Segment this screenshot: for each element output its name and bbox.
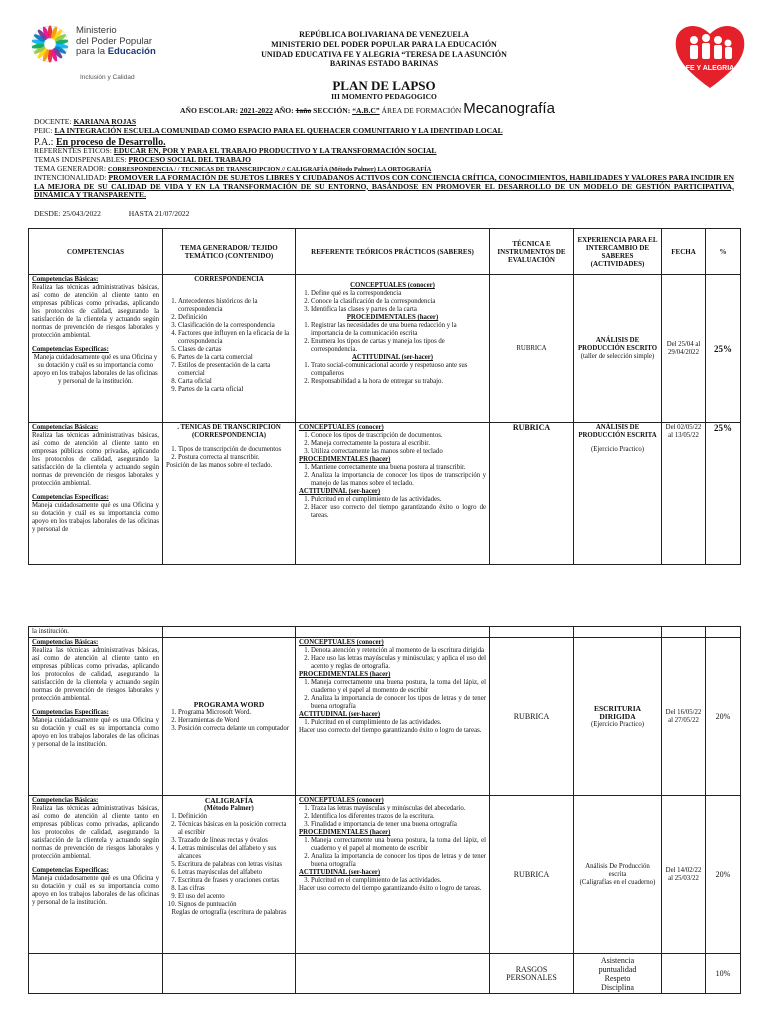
list-item: 1. Tipos de transcripción de documentos bbox=[178, 446, 292, 454]
list-item: 9. Partes de la carta oficial bbox=[178, 386, 292, 394]
table-row bbox=[29, 638, 741, 796]
col-tecnica: TÉCNICA E INSTRUMENTOS DE EVALUACIÓN bbox=[490, 229, 574, 275]
list-item: 3. Identifica las clases y partes de la carta bbox=[311, 306, 486, 314]
desde-value: DESDE: 25/043/2022 bbox=[34, 209, 101, 218]
experiencia-sub: (Ejercicio Practico) bbox=[590, 720, 645, 728]
list-item: 1. Pulcritud en el cumplimiento de las actividades. bbox=[311, 496, 486, 504]
header-school: UNIDAD EDUCATIVA FE Y ALEGRIA “TERESA DE LA ASUNCIÓN bbox=[261, 50, 507, 59]
col-fecha: FECHA bbox=[662, 229, 706, 275]
list-item: 2. Hacer uso correcto del tiempo garantizando éxito o logro de tareas. bbox=[311, 504, 486, 520]
fecha-cell: Del 25/04 al 29/04/2022 bbox=[662, 275, 706, 423]
porcentaje-cell: 10% bbox=[706, 954, 741, 994]
list-item: 3. Pulcritud en el cumplimiento de las actividades. bbox=[311, 877, 486, 885]
fecha-cell: Del 16/05/22 al 27/05/22 bbox=[662, 638, 706, 796]
tema-list bbox=[166, 298, 292, 394]
experiencia-title: Análisis De Producción escrita bbox=[585, 862, 650, 878]
list-item: Disciplina bbox=[601, 982, 634, 992]
list-item: 2. Conoce la clasificación de la correspondencia bbox=[311, 298, 486, 306]
list-item: Respeto bbox=[604, 973, 631, 983]
logo-right-text: FE Y ALEGRIA bbox=[685, 65, 735, 72]
peic-value: LA INTEGRACIÓN ESCUELA COMUNIDAD COMO ESPACIO PARA EL QUEHACER COMUNITARIO Y LA IDENTIDAD LOCAL bbox=[54, 126, 503, 135]
list-item: 6. Letras mayúsculas del alfabeto bbox=[178, 869, 292, 877]
ano-label: AÑO: bbox=[274, 106, 294, 115]
list-item: 2. Analiza la importancia de conocer los tipos de letras y de tener buena ortografía bbox=[311, 695, 486, 711]
hasta-value: HASTA 21/07/2022 bbox=[128, 209, 190, 218]
docente-label: DOCENTE: bbox=[34, 117, 72, 126]
fe-y-alegria-logo bbox=[672, 18, 748, 94]
list-item: 2. Analiza la importancia de conocer los tipos de letras y de tener buena ortografía bbox=[311, 853, 486, 869]
spec-title: Competencias Especificas: bbox=[32, 867, 109, 874]
competencias-cell bbox=[29, 423, 163, 565]
list-item: 1. Denota atención y retención al momento de la escritura dirigida bbox=[311, 647, 486, 655]
actitudinal-list bbox=[299, 362, 486, 386]
tema-extra: Reglas de ortografía (escritura de palabras bbox=[171, 909, 287, 916]
ministry-logo bbox=[28, 20, 158, 90]
header-ministry: MINISTERIO DEL PODER POPULAR PARA LA EDUCACIÓN bbox=[271, 40, 497, 49]
logo-tagline: Inclusión y Calidad bbox=[80, 74, 135, 81]
list-item: 2. Técnicas básicas en la posición correcta al escribir bbox=[178, 821, 292, 837]
peic-line bbox=[34, 127, 503, 136]
list-item: 5. Escritura de palabras con letras visitas bbox=[178, 861, 292, 869]
tema-title: CALIGRAFÍA bbox=[204, 796, 254, 805]
temas-value: PROCESO SOCIAL DEL TRABAJO bbox=[128, 155, 251, 164]
list-item: 2. Herramientas de Word bbox=[178, 717, 292, 725]
plan-table-1 bbox=[28, 228, 741, 565]
conceptuales-list bbox=[299, 290, 486, 314]
list-item: 2. Hace uso las letras mayúsculas y minúsculas; y aplica el uso del acento y reglas de ortografía. bbox=[311, 655, 486, 671]
procedimentales-title: PROCEDIMENTALES (hacer) bbox=[346, 314, 439, 321]
actitudinal-extra: Hacer uso correcto del tiempo garantizando éxito o logro de tareas. bbox=[299, 885, 482, 892]
list-item: 1. Programa Microsoft Word. bbox=[178, 709, 292, 717]
list-item: 7. Estilos de presentación de la carta comercial bbox=[178, 362, 292, 378]
procedimentales-title: PROCEDIMENTALES (hacer) bbox=[299, 671, 391, 678]
intencionalidad-label: INTENCIONALIDAD: bbox=[34, 173, 107, 182]
tecnica-cell: RUBRICA bbox=[490, 796, 574, 954]
intencionalidad bbox=[34, 174, 734, 200]
tema-cell bbox=[163, 275, 296, 423]
list-item: 1. Conoce los tipos de trascripción de documentos. bbox=[311, 432, 486, 440]
table-row bbox=[29, 954, 741, 994]
docente-value: KARIANA ROJAS bbox=[73, 117, 137, 126]
list-item: 2. Responsabilidad a la hora de entregar su trabajo. bbox=[311, 378, 486, 386]
conceptuales-list bbox=[299, 432, 486, 456]
conceptuales-title: CONCEPTUALES (conocer) bbox=[299, 639, 384, 646]
ministry-logo-icon bbox=[28, 22, 72, 66]
list-item: 2. Postura correcta al transcribir. bbox=[178, 454, 292, 462]
spec-title: Competencias Especificas: bbox=[32, 494, 109, 501]
list-item: 2. Identifica los diferentes trazos de la escritura. bbox=[311, 813, 486, 821]
experiencia-title: ANÁLISIS DE PRODUCCIÓN ESCRITA bbox=[578, 424, 657, 439]
generador-value: CORRESPONDENCIA / / TECNICAS DE TRANSCRIPCION // CALIGRAFÍA (Método Palmer) LA ORTOGRAFÍA bbox=[107, 166, 432, 173]
porcentaje-cell: 20% bbox=[706, 796, 741, 954]
competencias-cell bbox=[29, 638, 163, 796]
tema-cell bbox=[163, 796, 296, 954]
rasgos-list bbox=[577, 956, 658, 992]
experiencia-sub: (Caligrafías en el cuaderno) bbox=[579, 878, 656, 886]
list-item: 5. Clases de cartas bbox=[178, 346, 292, 354]
year-value: 2021-2022 bbox=[239, 106, 273, 115]
experiencia-cell bbox=[574, 275, 662, 423]
basic-text: Realiza las técnicas administrativas básicas, así como de atención al cliente tanto en empresas públicas como privadas, aplicando los protocolos de calidad, asegurando la satisfacción de la clientela y actuando según normas de prevención de riesgos laborales y protección ambiental. bbox=[32, 647, 159, 702]
list-item: 1. Maneja correctamente una buena postura, la toma del lápiz, el cuaderno y el papel al momento de escribir bbox=[311, 837, 486, 853]
heart-logo-icon bbox=[672, 18, 748, 94]
list-item: 2. Maneja correctamente la postura al escribir. bbox=[311, 440, 486, 448]
spec-title: Competencias Especificas: bbox=[32, 709, 109, 716]
actitudinal-extra: Hacer uso correcto del tiempo garantizando éxito o logro de tareas. bbox=[299, 727, 482, 734]
saberes-cell bbox=[296, 638, 490, 796]
actitudinal-list bbox=[299, 496, 486, 520]
temas-label: TEMAS INDISPENSABLES: bbox=[34, 155, 127, 164]
fecha-cell: Del 02/05/22 al 13/05/22 bbox=[662, 423, 706, 565]
section-label: SECCIÓN: bbox=[313, 106, 351, 115]
spec-text: Maneja cuidadosamente qué es una Oficina y su dotación y cuál es su importancia como apoyo en los trabajos laborales de las oficinas y personal de la institución. bbox=[33, 354, 158, 385]
actitudinal-title: ACTITUDINAL (ser-hacer) bbox=[299, 869, 381, 876]
list-item: 7. Escritura de frases y oraciones cortas bbox=[178, 877, 292, 885]
tema-title: CORRESPONDENCIA bbox=[194, 276, 264, 283]
conceptuales-title: CONCEPTUALES (conocer) bbox=[350, 282, 435, 289]
list-item: 3. Trazado de líneas rectas y óvalos bbox=[178, 837, 292, 845]
basic-title: Competencias Básicas: bbox=[32, 276, 99, 283]
header-city: BARINAS ESTADO BARINAS bbox=[329, 59, 439, 68]
procedimentales-list bbox=[299, 464, 486, 488]
list-item: Asistencia bbox=[600, 955, 635, 965]
list-item: 1. Maneja correctamente una buena postura, la toma del lápiz, el cuaderno y el papel al momento de escribir bbox=[311, 679, 486, 695]
tema-title: . TENICAS DE TRANSCRIPCION (CORRESPONDENCIA) bbox=[177, 424, 281, 439]
basic-text: Realiza las técnicas administrativas básicas, así como de atención al cliente tanto en empresas públicas como privadas, aplicando los protocolos de calidad, asegurando la satisfacción de la clientela y actuando según normas de prevención de riesgos laborales y protección ambiental. bbox=[32, 805, 159, 860]
tema-list bbox=[166, 813, 292, 909]
actitudinal-title: ACTITUDINAL (ser-hacer) bbox=[351, 354, 434, 361]
header-republic: REPÚBLICA BOLIVARIANA DE VENEZUELA bbox=[299, 30, 469, 39]
list-item: 1. Definición bbox=[178, 813, 292, 821]
year-label: AÑO ESCOLAR: bbox=[180, 106, 239, 115]
basic-text: Realiza las técnicas administrativas básicas, así como de atención al cliente tanto en empresas públicas como privadas, aplicando los protocolos de calidad, asegurando la satisfacción de la clientela y actuando según normas de prevención de riesgos laborales y protección ambiental. bbox=[32, 432, 159, 487]
porcentaje-cell: 20% bbox=[706, 638, 741, 796]
competencias-cell bbox=[29, 796, 163, 954]
experiencia-cell bbox=[574, 796, 662, 954]
table-header-row bbox=[29, 229, 741, 275]
intencionalidad-value: PROMOVER LA FORMACIÓN DE SUJETOS LIBRES Y CIUDADANOS ACTIVOS CON CONCIENCIA CRÍTICA, CONOCIMIENTOS, HABILIDADES Y VALORES PARA INCIDIR EN LA MEJORA DE SU CALIDAD DE VIDA Y EN LA TRANSFORMACIÓN DE SU ENTORNO, BASÁNDOSE EN PROMOVER EL DESARROLLO DE UN MODELO DE GESTIÓN PARTICIPATIVA, DINÁMICA Y TRANSPARENTE. bbox=[34, 173, 734, 200]
tema-cell bbox=[163, 638, 296, 796]
list-item: 8. Las cifras bbox=[178, 885, 292, 893]
table-row bbox=[29, 796, 741, 954]
list-item: 3. Utiliza correctamente las manos sobre el teclado bbox=[311, 448, 486, 456]
experiencia-cell bbox=[574, 638, 662, 796]
area-label: ÁREA DE FORMACIÓN bbox=[381, 106, 462, 115]
tema-title: PROGRAMA WORD bbox=[193, 699, 265, 709]
pa-label: P.A.: bbox=[34, 137, 54, 148]
list-item: puntualidad bbox=[598, 964, 637, 974]
list-item: 3. Posición correcta delante un computador bbox=[178, 725, 292, 733]
col-competencias: COMPETENCIAS bbox=[29, 229, 163, 275]
list-item: 3. Finalidad e importancia de tener una buena ortografía bbox=[311, 821, 486, 829]
spec-text: Maneja cuidadosamente qué es una Oficina y su dotación y cuál es su importancia como apoyo en los trabajos laborales de las oficinas y personal de la institución. bbox=[32, 875, 159, 906]
list-item: 10. Signos de puntuación bbox=[178, 901, 292, 909]
competencias-cell bbox=[29, 275, 163, 423]
experiencia-sub: (Ejercicio Practico) bbox=[590, 446, 645, 453]
rasgos-cell: RASGOS PERSONALES bbox=[490, 954, 574, 994]
list-item: 1. Pulcritud en el cumplimiento de las actividades. bbox=[311, 719, 486, 727]
tecnica-cell: RUBRICA bbox=[490, 275, 574, 423]
list-item: 1. Antecedentes históricos de la correspondencia bbox=[178, 298, 292, 314]
list-item: 9. El uso del acento bbox=[178, 893, 292, 901]
porcentaje-cell: 25% bbox=[706, 423, 741, 565]
conceptuales-title: CONCEPTUALES (conocer) bbox=[299, 797, 384, 804]
tema-extra: Posición de las manos sobre el teclado. bbox=[166, 462, 273, 469]
tecnica-cell: RUBRICA bbox=[490, 423, 574, 565]
list-item: 1. Traza las letras mayúsculas y minúsculas del abecedario. bbox=[311, 805, 486, 813]
tema-list bbox=[166, 446, 292, 462]
referentes-value: EDUCAR EN, POR Y PARA EL TRABAJO PRODUCTIVO Y LA TRANSFORMACIÓN SOCIAL bbox=[113, 146, 437, 155]
spec-title: Competencias Especificas: bbox=[32, 346, 109, 353]
procedimentales-list bbox=[299, 837, 486, 869]
col-referentes: REFERENTE TEÓRICOS PRÁCTICOS (SABERES) bbox=[296, 229, 490, 275]
logo-line-1: Ministerio bbox=[76, 25, 117, 36]
peic-label: PEIC: bbox=[34, 126, 53, 135]
actitudinal-list bbox=[299, 719, 486, 727]
basic-title: Competencias Básicas: bbox=[32, 797, 99, 804]
procedimentales-title: PROCEDIMENTALES (hacer) bbox=[299, 829, 391, 836]
conceptuales-title: CONCEPTUALES (conocer) bbox=[299, 424, 384, 431]
list-item: 6. Partes de la carta comercial bbox=[178, 354, 292, 362]
table-row bbox=[29, 275, 741, 423]
basic-title: Competencias Básicas: bbox=[32, 639, 99, 646]
table-row bbox=[29, 627, 741, 638]
page-title: PLAN DE LAPSO bbox=[332, 78, 436, 93]
school-year-line bbox=[180, 100, 555, 117]
list-item: 4. Factores que influyen en la eficacia de la correspondencia bbox=[178, 330, 292, 346]
fecha-cell: Del 14/02/22 al 25/03/22 bbox=[662, 796, 706, 954]
list-item: 3. Clasificación de la correspondencia bbox=[178, 322, 292, 330]
list-item: 1. Define qué es la correspondencia bbox=[311, 290, 486, 298]
table-row bbox=[29, 423, 741, 565]
list-item: 2. Enumera los tipos de cartas y maneja los tipos de correspondencia. bbox=[311, 338, 486, 354]
list-item: 2. Definición bbox=[178, 314, 292, 322]
saberes-cell bbox=[296, 275, 490, 423]
list-item: 1. Mantiene correctamente una buena postura al transcribir. bbox=[311, 464, 486, 472]
list-item: 1. Registrar las necesidades de una buena redacción y la importancia de la comunicación escrita bbox=[311, 322, 486, 338]
experiencia-cell bbox=[574, 423, 662, 565]
area-value: Mecanografía bbox=[463, 100, 555, 117]
logo-line-3b: Educación bbox=[107, 46, 156, 57]
tema-cell bbox=[163, 423, 296, 565]
rasgos-items-cell bbox=[574, 954, 662, 994]
procedimentales-list bbox=[299, 679, 486, 711]
actitudinal-title: ACTITUDINAL (ser-hacer) bbox=[299, 711, 381, 718]
spec-text: Maneja cuidadosamente qué es una Oficina y su dotación y cuál es su importancia como apoyo en los trabajos laborales de las oficinas y personal de la institución. bbox=[32, 717, 159, 748]
list-item: 2. Analiza la importancia de conocer los tipos de transcripción y manejo de las manos sobre el teclado. bbox=[311, 472, 486, 488]
tecnica-cell: RUBRICA bbox=[490, 638, 574, 796]
list-item: 4. Letras minúsculas del alfabeto y sus alcances bbox=[178, 845, 292, 861]
section-value: “A.B.C” bbox=[352, 106, 380, 115]
conceptuales-list bbox=[299, 805, 486, 829]
list-item: 8. Carta oficial bbox=[178, 378, 292, 386]
tema-list bbox=[166, 709, 292, 733]
generador-label: TEMA GENERADOR: bbox=[34, 164, 106, 173]
tema-sub: (Método Palmer) bbox=[204, 805, 254, 812]
experiencia-title: ANÁLISIS DE PRODUCCIÓN ESCRITO bbox=[578, 336, 657, 352]
date-range bbox=[34, 210, 189, 219]
logo-line-3: para la bbox=[76, 46, 106, 57]
saberes-cell bbox=[296, 423, 490, 565]
procedimentales-list bbox=[299, 322, 486, 354]
page-subtitle: III MOMENTO PEDAGOGICO bbox=[331, 92, 437, 101]
col-porcentaje: % bbox=[706, 229, 741, 275]
ano-value: 1año bbox=[295, 106, 312, 115]
experiencia-title: ESCRITURIA DIRIGIDA bbox=[593, 703, 642, 721]
basic-text: Realiza las técnicas administrativas básicas, así como de atención al cliente tanto en empresas públicas como privadas, aplicando los protocolos de calidad, asegurando la satisfacción de la clientela y actuando según normas de prevención de riesgos laborales y protección ambiental. bbox=[32, 284, 159, 339]
conceptuales-list bbox=[299, 647, 486, 671]
basic-title: Competencias Básicas: bbox=[32, 424, 99, 431]
porcentaje-cell: 25% bbox=[706, 275, 741, 423]
spec-text: Maneja cuidadosamente qué es una Oficina y su dotación y cuál es su importancia como apoyo en los trabajos laborales de las oficinas y personal de bbox=[32, 502, 159, 533]
col-tema: TEMA GENERADOR/ TEJIDO TEMÁTICO (CONTENIDO) bbox=[163, 229, 296, 275]
procedimentales-title: PROCEDIMENTALES (hacer) bbox=[299, 456, 391, 463]
saberes-cell bbox=[296, 796, 490, 954]
actitudinal-title: ACTITUDINAL (ser-hacer) bbox=[299, 488, 381, 495]
experiencia-sub: (taller de selección simple) bbox=[580, 352, 655, 360]
pa-value: En proceso de Desarrollo. bbox=[55, 137, 166, 148]
referentes-label: REFERENTES ETICOS: bbox=[34, 146, 112, 155]
plan-table-2 bbox=[28, 626, 741, 994]
col-experiencia: EXPERIENCIA PARA EL INTERCAMBIO DE SABERES (ACTIVIDADES) bbox=[574, 229, 662, 275]
competencias-continued: la institución. bbox=[29, 627, 163, 638]
actitudinal-list bbox=[299, 877, 486, 885]
list-item: 1. Trato social-comunicacional acorde y respetuoso ante sus compañeros bbox=[311, 362, 486, 378]
logo-line-2: del Poder Popular bbox=[76, 35, 153, 47]
